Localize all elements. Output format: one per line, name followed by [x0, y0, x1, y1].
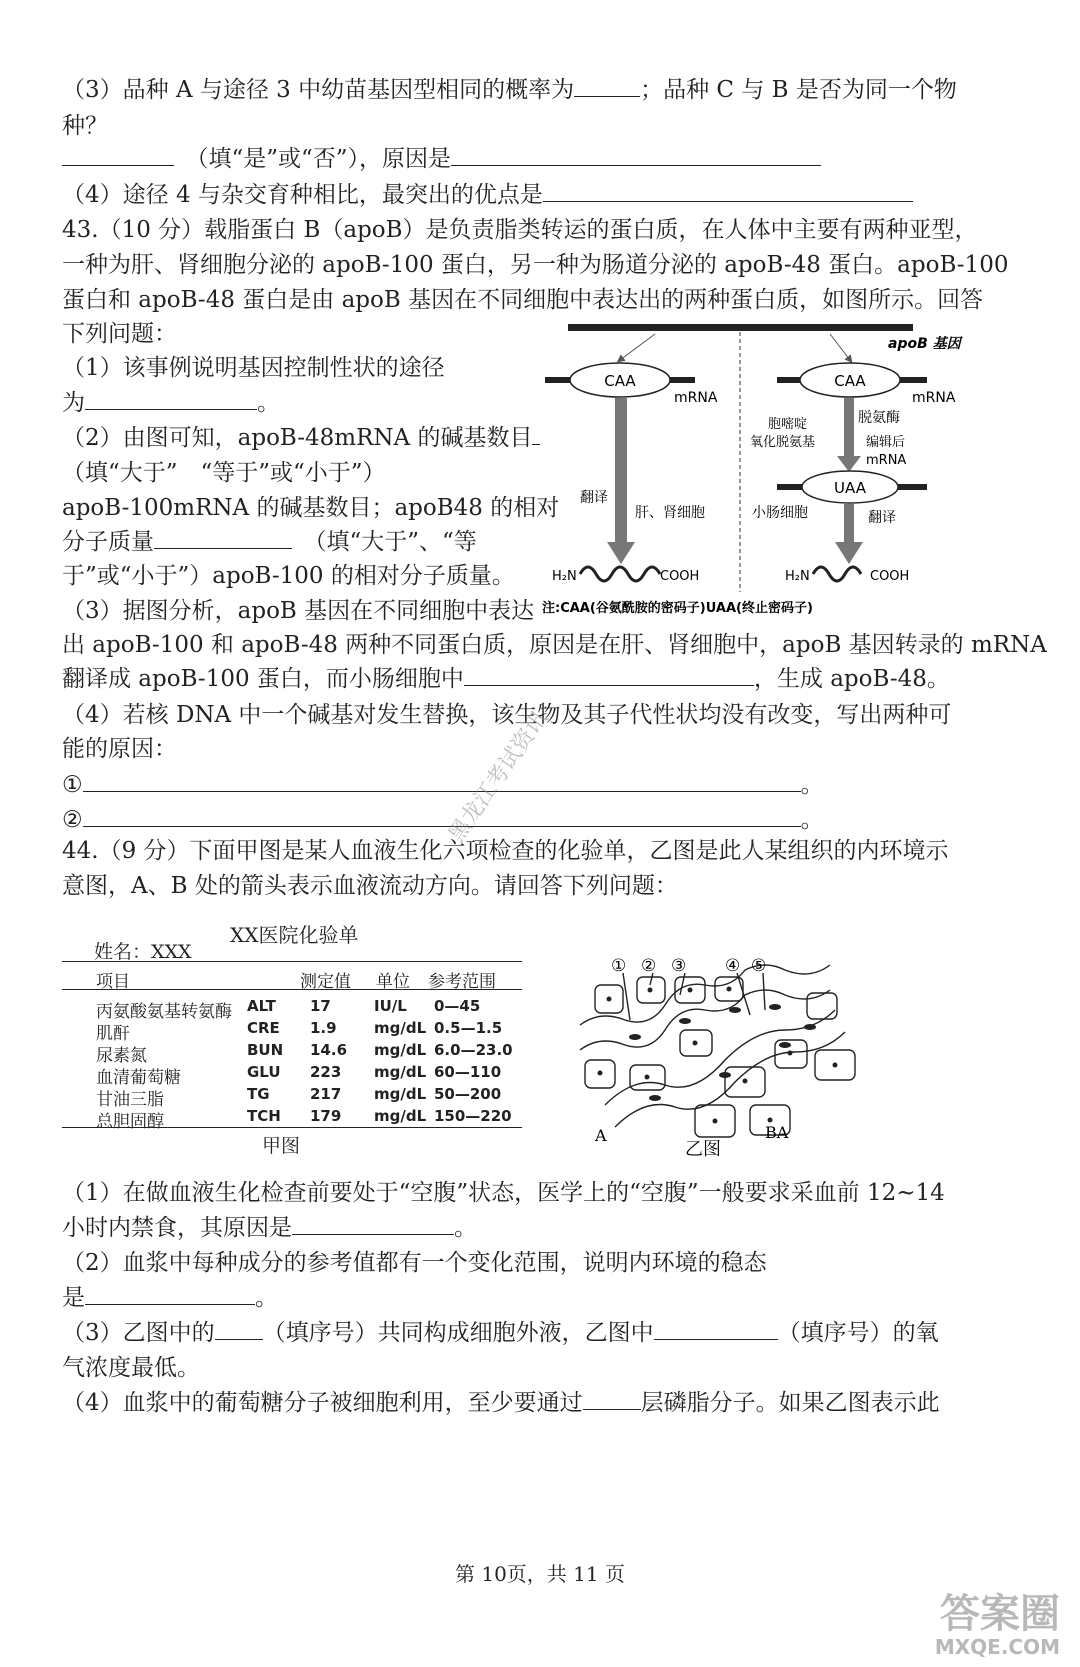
edited-label-1: 编辑后: [866, 435, 906, 450]
figure-note: 注:CAA(谷氨酰胺的密码子)UAA(终止密码子): [542, 601, 813, 616]
lab-cell: 0.5—1.5: [434, 1019, 503, 1037]
q44-1-line2: 小时内禁食，其原因是 。: [62, 1210, 477, 1246]
figure-caption-yi: 乙图: [685, 1139, 721, 1160]
h2n-right: H₂N: [785, 569, 810, 584]
h2n-left: H₂N: [552, 569, 577, 584]
lab-cell: mg/dL: [374, 1085, 427, 1103]
translate-label-right: 翻译: [868, 510, 896, 526]
page-footer: 第 10页，共 11 页: [455, 1562, 625, 1586]
label-ba: BA: [765, 1123, 789, 1142]
q43-2-line3: apoB-100mRNA 的碱基数目；apoB48 的相对: [62, 495, 560, 521]
lab-cell: 60—110: [434, 1063, 502, 1081]
q44-stem-1: 44.（9 分）下面甲图是某人血液生化六项检查的化验单，乙图是此人某组织的内环境示: [62, 838, 949, 864]
lab-cell: 0—45: [434, 997, 481, 1015]
lab-cell: 1.9: [310, 1019, 337, 1037]
gene-bar: [568, 324, 913, 331]
watermark: 黑龙江考试资讯: [444, 706, 554, 847]
mrna-label-right: mRNA: [912, 390, 956, 406]
tissue-diagram: [575, 955, 865, 1160]
q43-4-answer1: ① 。: [62, 767, 824, 803]
lab-cell: 6.0—23.0: [434, 1041, 513, 1059]
lab-cell: mg/dL: [374, 1063, 427, 1081]
lab-cell: mg/dL: [374, 1107, 427, 1125]
lab-cell: TG: [247, 1085, 270, 1103]
q44-2-line2: 是 。: [62, 1280, 278, 1316]
codon-caa-right: CAA: [834, 372, 866, 390]
answer-blank[interactable]: [154, 524, 292, 549]
answer-blank[interactable]: [62, 141, 174, 166]
q43-4-answer2: ② 。: [62, 802, 824, 838]
q43-stem-4: 下列问题：: [62, 321, 177, 347]
q44-3-line1: （3）乙图中的 （填序号）共同构成细胞外液，乙图中 （填序号）的氧: [62, 1315, 939, 1351]
apob-expression-diagram: [540, 322, 980, 622]
q43-stem-3: 蛋白和 apoB-48 蛋白是由 apoB 基因在不同细胞中表达出的两种蛋白质，如图所示。回答: [62, 287, 984, 313]
lab-cell: CRE: [247, 1019, 280, 1037]
lab-cell: BUN: [247, 1041, 284, 1059]
lab-cell: GLU: [247, 1063, 281, 1081]
q43-2-line4: 分子质量 （填“大于”、“等: [62, 524, 477, 560]
q44-1-line1: （1）在做血液生化检查前要处于“空腹”状态，医学上的“空腹”一般要求采血前 12~14: [62, 1180, 945, 1206]
lab-cell: 尿素氮: [96, 1046, 147, 1066]
label-2: ②: [641, 956, 657, 976]
q3-line2: 种？: [62, 113, 108, 139]
lab-title: XX医院化验单: [230, 923, 359, 947]
q44-stem-2: 意图，A、B 处的箭头表示血液流动方向。请回答下列问题：: [62, 873, 678, 899]
answer-blank[interactable]: [83, 802, 801, 827]
codon-caa-left: CAA: [604, 372, 636, 390]
lab-cell: mg/dL: [374, 1041, 427, 1059]
q44-3-line2: 气浓度最低。: [62, 1355, 200, 1381]
q3-line3: （填“是”或“否”），原因是: [62, 141, 821, 177]
lab-cell: 150—220: [434, 1107, 512, 1125]
q43-1-line1: （1）该事例说明基因控制性状的途径: [62, 355, 445, 381]
lab-cell: 丙氨酸氨基转氨酶: [96, 1002, 232, 1022]
lab-report: [62, 915, 522, 1157]
translate-label-left: 翻译: [580, 490, 608, 506]
lab-cell: ALT: [247, 997, 276, 1015]
q43-4-line2: 能的原因：: [62, 736, 177, 762]
lab-cell: 血清葡萄糖: [96, 1068, 181, 1088]
label-a: A: [595, 1126, 607, 1145]
answer-blank[interactable]: [583, 1385, 641, 1410]
edited-label-2: mRNA: [866, 453, 907, 468]
q43-2-line1: （2）由图可知，apoB-48mRNA 的碱基数目: [62, 420, 540, 456]
lab-cell: 179: [310, 1107, 342, 1125]
answer-blank[interactable]: [451, 141, 821, 166]
lab-cell: 223: [310, 1063, 342, 1081]
q43-3-line1: （3）据图分析，apoB 基因在不同细胞中表达: [62, 598, 535, 624]
lab-cell: 50—200: [434, 1085, 502, 1103]
q4-line: （4）途径 4 与杂交育种相比，最突出的优点是: [62, 177, 913, 213]
label-5: ⑤: [751, 956, 767, 976]
col-header-range: 参考范围: [428, 972, 496, 992]
q43-2-line5: 于”或“小于”）apoB-100 的相对分子质量。: [62, 563, 515, 589]
liver-label: 肝、肾细胞: [635, 505, 705, 521]
cooh-right: COOH: [870, 569, 910, 584]
q43-2-line2: （填“大于” “等于”或“小于”）: [62, 460, 386, 486]
protein-right: [813, 567, 861, 581]
q43-4-line1: （4）若核 DNA 中一个碱基对发生替换，该生物及其子代性状均没有改变，写出两种可: [62, 702, 952, 728]
q43-3-line2: 出 apoB-100 和 apoB-48 两种不同蛋白质，原因是在肝、肾细胞中，apoB 基因转录的 mRNA: [62, 632, 1047, 658]
lab-cell: 总胆固醇: [96, 1112, 164, 1132]
col-header-value: 测定值: [300, 972, 351, 992]
answer-blank[interactable]: [543, 177, 913, 202]
site-logo: 答案圈 MXQE.COM: [934, 1591, 1060, 1659]
q43-1-line2: 为 。: [62, 385, 280, 421]
q44-2-line1: （2）血浆中每种成分的参考值都有一个变化范围，说明内环境的稳态: [62, 1250, 767, 1276]
col-header-item: 项目: [96, 972, 130, 992]
q3-line1: （3）品种 A 与途径 3 中幼苗基因型相同的概率为 ；品种 C 与 B 是否为同一个物: [62, 72, 957, 108]
label-3: ③: [671, 956, 687, 976]
protein-left: [580, 567, 660, 581]
answer-blank[interactable]: [83, 767, 801, 792]
patient-name: 姓名：XXX: [94, 941, 192, 963]
intestine-label: 小肠细胞: [752, 505, 808, 521]
gene-label: apoB 基因: [888, 336, 961, 352]
cooh-left: COOH: [660, 569, 700, 584]
q44-4-line1: （4）血浆中的葡萄糖分子被细胞利用，至少要通过 层磷脂分子。如果乙图表示此: [62, 1385, 940, 1421]
figure-caption-jia: 甲图: [262, 1135, 301, 1157]
q43-3-line3: 翻译成 apoB-100 蛋白，而小肠细胞中 ，生成 apoB-48。: [62, 661, 950, 697]
answer-blank[interactable]: [464, 661, 754, 686]
lab-cell: 甘油三脂: [96, 1090, 164, 1110]
enzyme-label-3: 脱氨酶: [858, 410, 900, 426]
lab-cell: 17: [310, 997, 331, 1015]
lab-cell: 14.6: [310, 1041, 348, 1059]
q43-stem-2: 一种为肝、肾细胞分泌的 apoB-100 蛋白，另一种为肠道分泌的 apoB-48 蛋白。apoB-100: [62, 252, 1009, 278]
answer-blank[interactable]: [654, 1315, 778, 1340]
answer-blank[interactable]: [85, 1280, 255, 1305]
mrna-label-left: mRNA: [674, 390, 718, 406]
answer-blank[interactable]: [85, 385, 257, 410]
lab-cell: 217: [310, 1085, 342, 1103]
lab-cell: TCH: [247, 1107, 281, 1125]
arrow-shaft-left: [615, 398, 627, 546]
lab-cell: 肌酐: [96, 1024, 130, 1044]
answer-blank[interactable]: [292, 1210, 454, 1235]
enzyme-label-1: 胞嘧啶: [768, 417, 808, 432]
lab-cell: mg/dL: [374, 1019, 427, 1037]
label-1: ①: [611, 956, 627, 976]
answer-blank[interactable]: [215, 1315, 263, 1340]
answer-blank[interactable]: [574, 72, 640, 97]
codon-uaa: UAA: [834, 479, 866, 497]
lab-cell: IU/L: [374, 997, 407, 1015]
col-header-unit: 单位: [376, 972, 410, 992]
label-4: ④: [725, 956, 741, 976]
q43-stem-1: 43.（10 分）载脂蛋白 B（apoB）是负责脂类转运的蛋白质，在人体中主要有两种亚型，: [62, 217, 978, 243]
enzyme-label-2: 氧化脱氨基: [750, 435, 816, 450]
